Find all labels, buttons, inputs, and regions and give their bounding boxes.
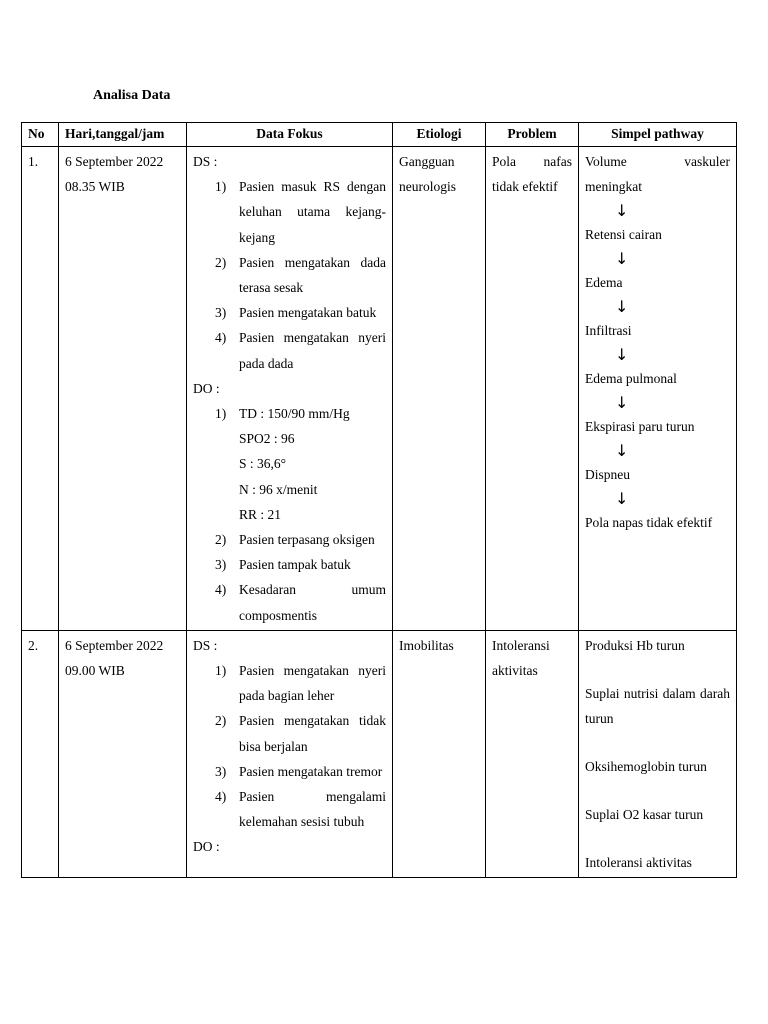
- item-text: Pasien mengatakan tremor: [239, 763, 383, 779]
- ds-label: DS :: [193, 637, 218, 653]
- item-number: 1): [215, 663, 227, 679]
- row-time: 08.35 WIB: [65, 179, 125, 195]
- table-row: [22, 630, 737, 877]
- analysis-table: [21, 122, 737, 878]
- item-text: Pasien mengatakan tidak bisa berjalan: [239, 713, 386, 754]
- item-number: 1): [215, 406, 227, 422]
- item-text: Pasien tampak batuk: [239, 557, 351, 573]
- header-date: Hari,tanggal/jam: [59, 123, 187, 147]
- item-number: 1): [215, 179, 227, 195]
- ds-list: [193, 658, 386, 834]
- item-text: Pasien mengalami kelemahan sesisi tubuh: [239, 789, 386, 830]
- pathway-step: Oksihemoglobin turun: [585, 758, 707, 774]
- do-label: DO :: [193, 380, 220, 396]
- row-date-cell: [59, 630, 187, 877]
- pathway-step: Volume vaskuler meningkat: [585, 154, 730, 194]
- list-item: [193, 658, 386, 708]
- list-item: [193, 577, 386, 627]
- pathway-step: Pola napas tidak efektif: [585, 515, 713, 530]
- list-item: [193, 552, 386, 577]
- pathway-step: Edema: [585, 275, 623, 290]
- row-date-cell: [59, 147, 187, 631]
- item-text: Pasien terpasang oksigen: [239, 532, 375, 548]
- item-number: 3): [215, 305, 227, 321]
- item-text: Pasien masuk RS dengan keluhan utama kejang-kejang: [239, 179, 386, 245]
- pathway-gap: [585, 779, 730, 802]
- list-item: [193, 784, 386, 834]
- row-date: 6 September 2022: [65, 637, 164, 653]
- list-item: [193, 401, 386, 527]
- arrow-down-icon: ↓: [615, 345, 629, 364]
- list-item: [193, 759, 386, 784]
- table-header-row: [22, 123, 737, 147]
- item-text: Pasien mengatakan nyeri pada dada: [239, 330, 386, 371]
- vital-rr: RR : 21: [239, 506, 282, 522]
- do-list: [193, 401, 386, 628]
- do-label: DO :: [193, 839, 220, 855]
- vital-s: S : 36,6°: [239, 456, 287, 472]
- item-number: 2): [215, 713, 227, 729]
- pathway-cell: [579, 147, 737, 631]
- item-number: 2): [215, 254, 227, 270]
- item-text: Pasien mengatakan batuk: [239, 305, 377, 321]
- data-fokus-cell: [187, 147, 393, 631]
- list-item: [193, 250, 386, 300]
- arrow-down-icon: ↓: [615, 297, 629, 316]
- list-item: [193, 708, 386, 758]
- arrow-down-icon: ↓: [615, 441, 629, 460]
- list-item: [193, 300, 386, 325]
- header-data-fokus: Data Fokus: [187, 123, 393, 147]
- pathway-step: Suplai O2 kasar turun: [585, 806, 704, 822]
- arrow-down-icon: ↓: [615, 201, 629, 220]
- pathway-step: Intoleransi aktivitas: [585, 854, 692, 870]
- etiologi-cell: Imobilitas: [393, 630, 486, 877]
- row-no: 2.: [22, 630, 59, 877]
- header-pathway: Simpel pathway: [579, 123, 737, 147]
- pathway-gap: [585, 658, 730, 681]
- item-text: Pasien mengatakan dada terasa sesak: [239, 254, 386, 296]
- arrow-down-icon: ↓: [615, 489, 629, 508]
- pathway-step: Suplai nutrisi dalam darah turun: [585, 685, 730, 726]
- list-item: [193, 325, 386, 375]
- item-number: 3): [215, 557, 227, 573]
- arrow-down-icon: ↓: [615, 393, 629, 412]
- list-item: [193, 527, 386, 552]
- data-fokus-cell: [187, 630, 393, 877]
- pathway-step: Dispneu: [585, 467, 630, 482]
- pathway-step: Ekspirasi paru turun: [585, 419, 695, 434]
- ds-list: [193, 174, 386, 376]
- pathway-step: Produksi Hb turun: [585, 637, 685, 653]
- table-row: [22, 147, 737, 631]
- item-text: Kesadaran umum composmentis: [239, 582, 386, 623]
- header-etiologi: Etiologi: [393, 123, 486, 147]
- etiologi-cell: Gangguan neurologis: [393, 147, 486, 631]
- item-number: 3): [215, 763, 227, 779]
- item-number: 4): [215, 330, 227, 346]
- item-number: 4): [215, 582, 227, 598]
- header-no: No: [22, 123, 59, 147]
- item-text: Pasien mengatakan nyeri pada bagian leher: [239, 663, 386, 704]
- list-item: [193, 174, 386, 250]
- vital-td: TD : 150/90 mm/Hg: [239, 406, 350, 422]
- pathway-step: Edema pulmonal: [585, 371, 677, 386]
- problem-cell: Intoleransi aktivitas: [486, 630, 579, 877]
- vital-n: N : 96 x/menit: [239, 481, 318, 497]
- pathway-gap: [585, 827, 730, 850]
- problem-cell: Pola nafas tidak efektif: [486, 147, 579, 631]
- arrow-down-icon: ↓: [615, 249, 629, 268]
- pathway-cell: [579, 630, 737, 877]
- pathway-step: Retensi cairan: [585, 227, 662, 242]
- header-problem: Problem: [486, 123, 579, 147]
- pathway-step: Infiltrasi: [585, 323, 632, 338]
- row-time: 09.00 WIB: [65, 663, 125, 679]
- vital-spo2: SPO2 : 96: [239, 431, 295, 447]
- row-no: 1.: [22, 147, 59, 631]
- item-number: 4): [215, 789, 227, 805]
- pathway-gap: [585, 731, 730, 754]
- item-number: 2): [215, 532, 227, 548]
- page-title: Analisa Data: [93, 88, 171, 103]
- row-date: 6 September 2022: [65, 154, 164, 169]
- ds-label: DS :: [193, 154, 218, 169]
